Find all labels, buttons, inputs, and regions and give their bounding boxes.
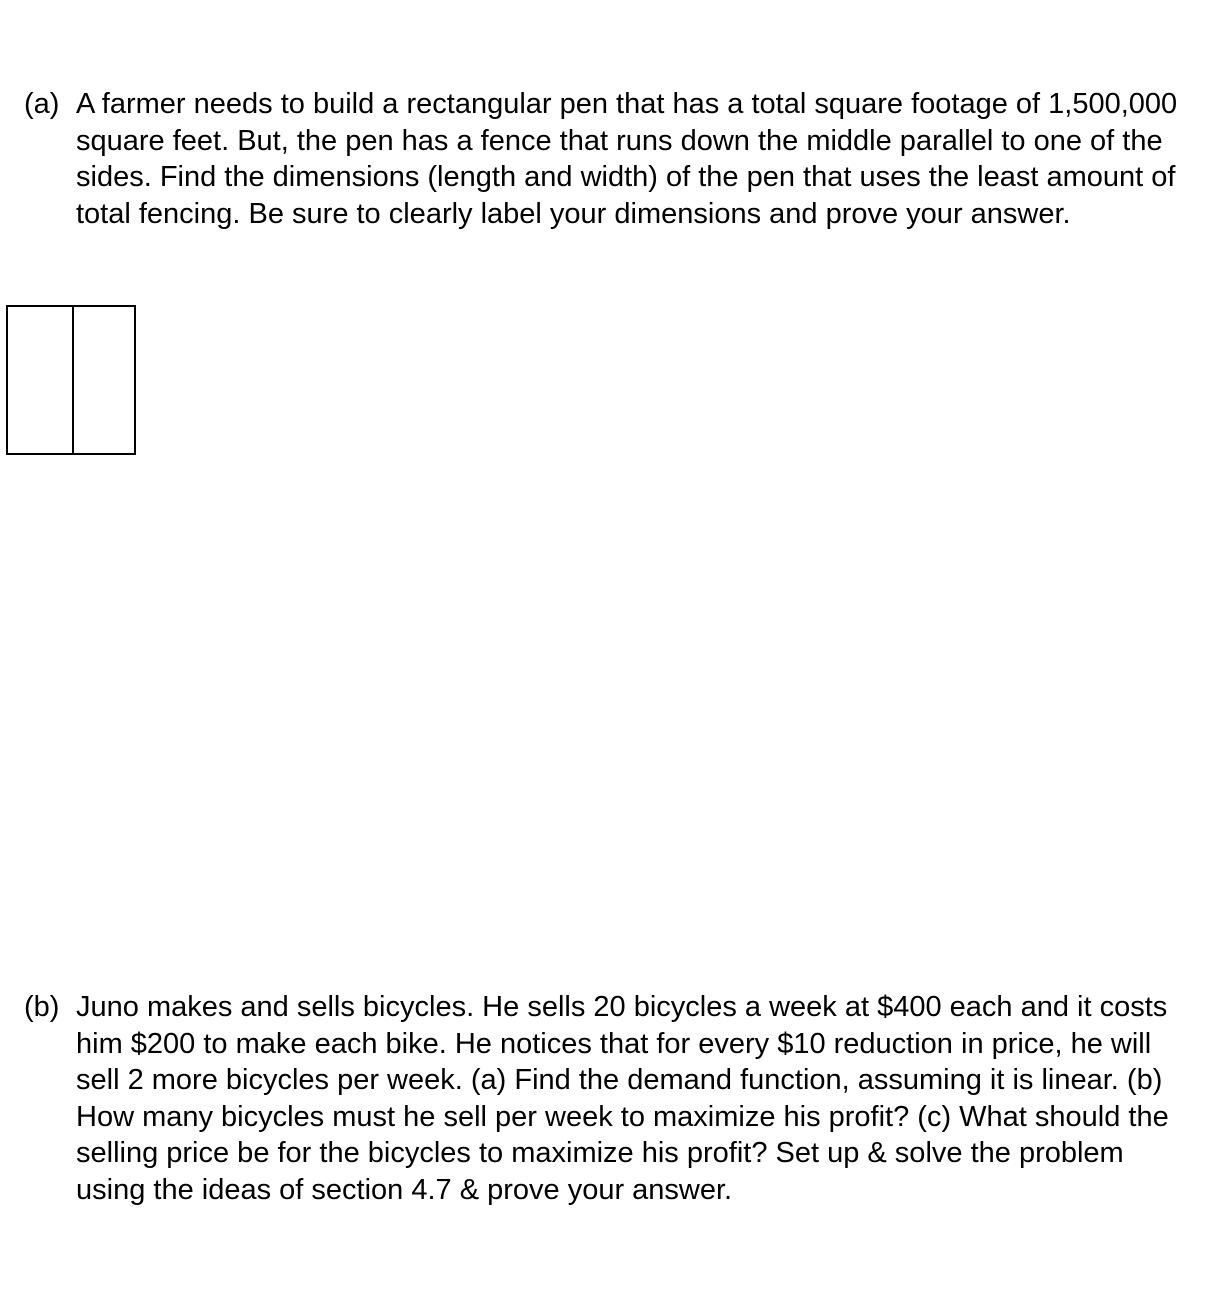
problem-a [24,86,1194,232]
pen-diagram [6,305,136,456]
problem-a-label: (a) [24,88,60,120]
problem-b-label: (b) [24,991,60,1023]
pen-outline [7,306,135,454]
problem-b-text: Juno makes and sells bicycles. He sells 20 bicycles a week at $400 each and it costs him $200 to make each bike. He notices that for every $10 reduction in price, he will sell 2 more bicycles per week. (a) Find the demand function, assuming it is linear. (b) How many bicycles must he sell per week to maximize his profit? (c) What should the selling price be for the bicycles to maximize his profit? Set up & solve the problem using the ideas of section 4.7 & prove your answer. [76,991,1169,1206]
problem-a-text: A farmer needs to build a rectangular pen that has a total square footage of 1,500,000 square feet. But, the pen has a fence that runs down the middle parallel to one of the sides. Find the dimensions (length and width) of the pen that uses the least amount of total fencing. Be sure to clearly label your dimensions and prove your answer. [76,88,1178,230]
problem-b [24,989,1194,1208]
